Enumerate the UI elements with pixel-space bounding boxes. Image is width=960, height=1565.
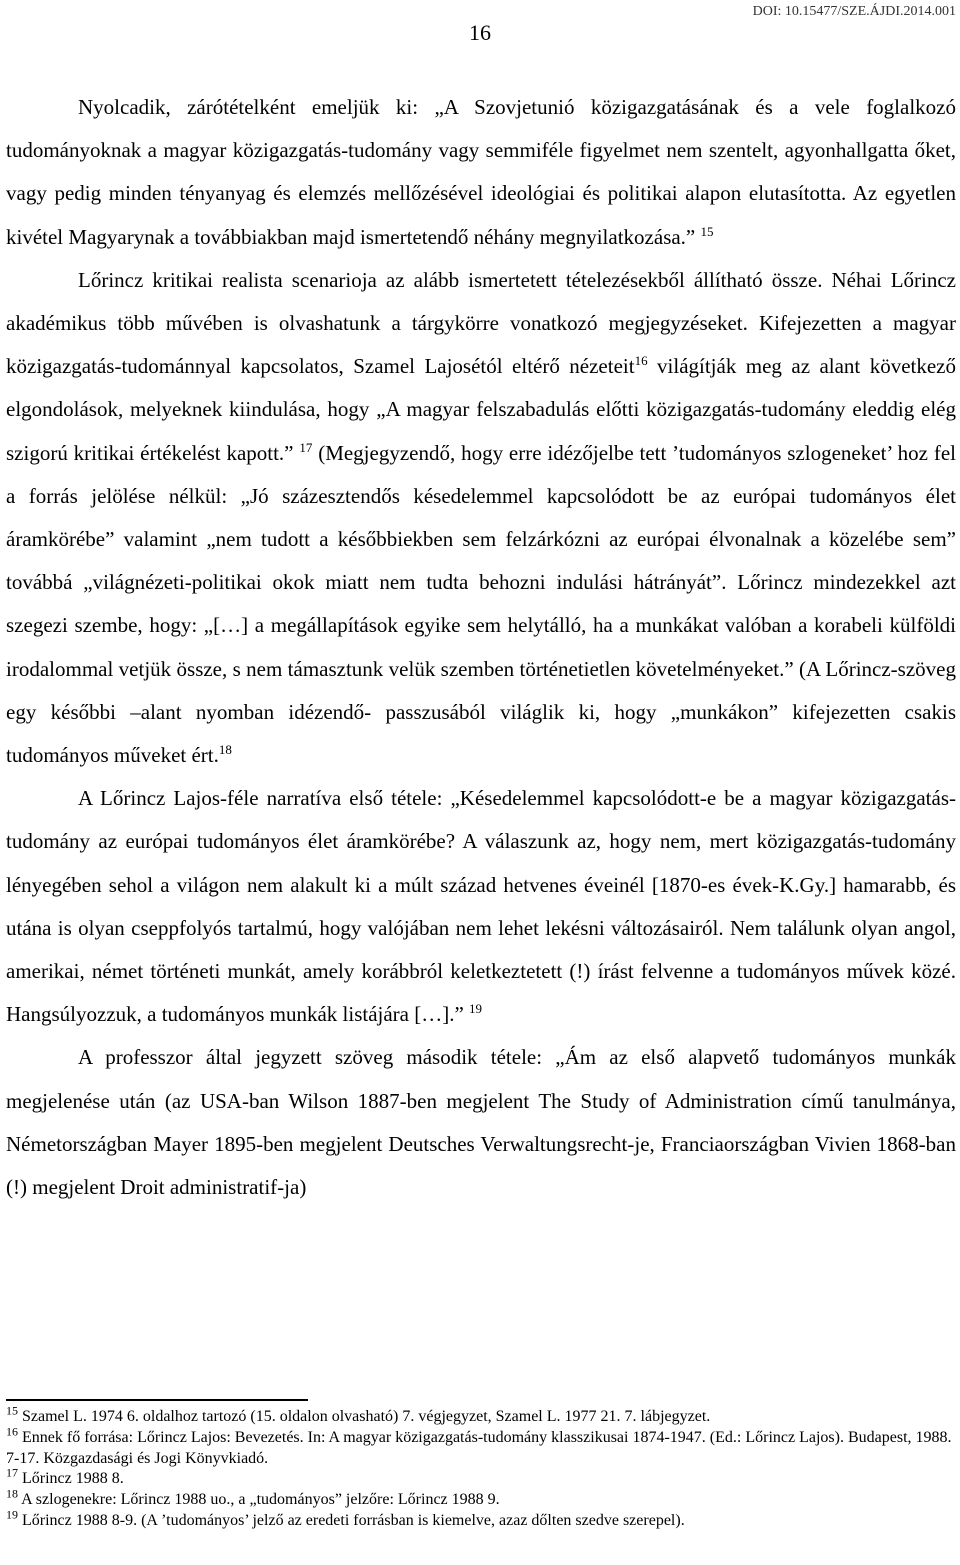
footnote-text: A szlogenekre: Lőrincz 1988 uo., a „tudományos” jelzőre: Lőrincz 1988 9. — [21, 1491, 500, 1509]
doi-label: DOI: 10.15477/SZE.ÁJDI.2014.001 — [752, 4, 956, 19]
footnote-number: 16 — [6, 1424, 18, 1439]
paragraph-2 — [6, 259, 956, 777]
paragraph-text: A professzor által jegyzett szöveg második tétele: „Ám az első alapvető tudományos munkák megjelenése után (az USA-ban Wilson 1887-ben megjelent The Study of Administration című tanulmánya, Németországban Mayer 1895-ben megjelent Deutsches Verwaltungsrecht-je, Franciaországban Vivien 1868-ban (!) megjelent Droit administratif-ja) — [6, 1045, 956, 1200]
footnote-number: 15 — [6, 1403, 18, 1418]
main-text — [6, 86, 956, 1209]
footnote-19 — [6, 1507, 956, 1532]
page-number: 16 — [469, 20, 491, 45]
footnote-ref-17[interactable]: 17 — [299, 439, 313, 455]
footnote-ref-18[interactable]: 18 — [218, 742, 232, 758]
footnote-number: 18 — [6, 1486, 18, 1501]
paragraph-4 — [6, 1036, 956, 1209]
footnote-16 — [6, 1424, 956, 1470]
paragraph-1 — [6, 86, 956, 259]
footnote-ref-16[interactable]: 16 — [634, 353, 648, 369]
footnote-number: 19 — [6, 1507, 18, 1522]
paragraph-text: Nyolcadik, zárótételként emeljük ki: „A Szovjetunió közigazgatásának és a vele foglalkozó tudományoknak a magyar közigazgatás-tudomány vagy semmiféle figyelmet nem szentelt, agyonhallgatta őket, vagy pedig minden tényanyag és elemzés mellőzésével ideológiai és politikai alapon elutasította. Az egyetlen kivétel Magyarynak a továbbiakban majd ismertetendő néhány megnyilatkozása.” — [6, 95, 956, 249]
footnote-17 — [6, 1466, 956, 1490]
footnote-text: Lőrincz 1988 8. — [22, 1470, 124, 1488]
paragraph-text: világítják meg az alant következő elgondolások, melyeknek kiindulása, hogy „A magyar felszabadulás előtti közigazgatás-tudomány eleddig elég szigorú kritikai értékelést kapott.” — [6, 354, 957, 465]
paragraph-text: A Lőrincz Lajos-féle narratíva első tétele: „Késedelemmel kapcsolódott-e be a magyar közigazgatás-tudomány az európai tudományos élet áramkörébe? A válaszunk az, hogy nem, mert közigazgatás-tudomány lényegében sehol a világon nem alakult ki a múlt század hetvenes éveinél [1870-es évek-K.Gy.] hamarabb, és utána is olyan cseppfolyós tartalmú, hogy valójában nem lehet lekésni változásairól. Nem találunk olyan angol, amerikai, német történeti munkát, amely korábbról keletkeztetett (!) írást felvenne a tudományos művek közé. Hangsúlyozzuk, a tudományos munkák listájára […].” — [6, 786, 956, 1027]
footnote-number: 17 — [6, 1466, 18, 1481]
footnote-15 — [6, 1403, 956, 1428]
footnote-18 — [6, 1486, 956, 1511]
footnote-divider — [6, 1399, 308, 1401]
footnote-text: Lőrincz 1988 8-9. (A ’tudományos’ jelző az eredeti forrásban is kiemelve, azaz dőlten szedve szerepel). — [22, 1511, 685, 1529]
paragraph-text: Lőrincz kritikai realista scenarioja az alább ismertetett tételezésekből állítható össze. Néhai Lőrincz akadémikus több művében is olvashatunk a tárgykörre vonatkozó megjegyzéseket. Kifejezetten a magyar közigazgatás-tudománnyal kapcsolatos, Szamel Lajosétól eltérő nézeteit — [6, 267, 956, 379]
footnote-text: Ennek fő forrása: Lőrincz Lajos: Bevezetés. In: A magyar közigazgatás-tudomány klasszikusai 1874-1947. (Ed.: Lőrincz Lajos). Budapest, 1988. 7-17. Közgazdasági és Jogi Könyvkiadó. — [6, 1428, 952, 1467]
footnote-text: Szamel L. 1974 6. oldalhoz tartozó (15. oldalon olvasható) 7. végjegyzet, Szamel L. 1977 21. 7. lábjegyzet. — [22, 1408, 711, 1425]
footnote-ref-15[interactable]: 15 — [700, 223, 714, 239]
paragraph-text: (Megjegyzendő, hogy erre idézőjelbe tett ’tudományos szlogeneket’ hoz fel a forrás jelölése nélkül: „Jó százesztendős késedelemmel kapcsolódott be az európai tudományos élet áramkörébe” valamint „nem tudott a későbbiekben sem felzárkózni az európai élvonalnak a közelébe sem” továbbá „világnézeti-politikai okok miatt nem tudta behozni indulási hátrányát”. Lőrincz mindezekkel azt szegezi szembe, hogy: „[…] a megállapítások egyike sem helytálló, ha a munkákat valóban a korabeli külföldi irodalommal vetjük össze, s nem támasztunk velük szemben történetietlen követelményeket.” (A Lőrincz-szöveg egy későbbi –alant nyomban idézendő- passzusából világlik ki, hogy „munkákon” kifejezetten csakis tudományos műveket ért. — [6, 440, 956, 768]
paragraph-3 — [6, 777, 956, 1036]
footnote-ref-19[interactable]: 19 — [469, 1001, 483, 1017]
footnotes — [6, 1403, 956, 1532]
